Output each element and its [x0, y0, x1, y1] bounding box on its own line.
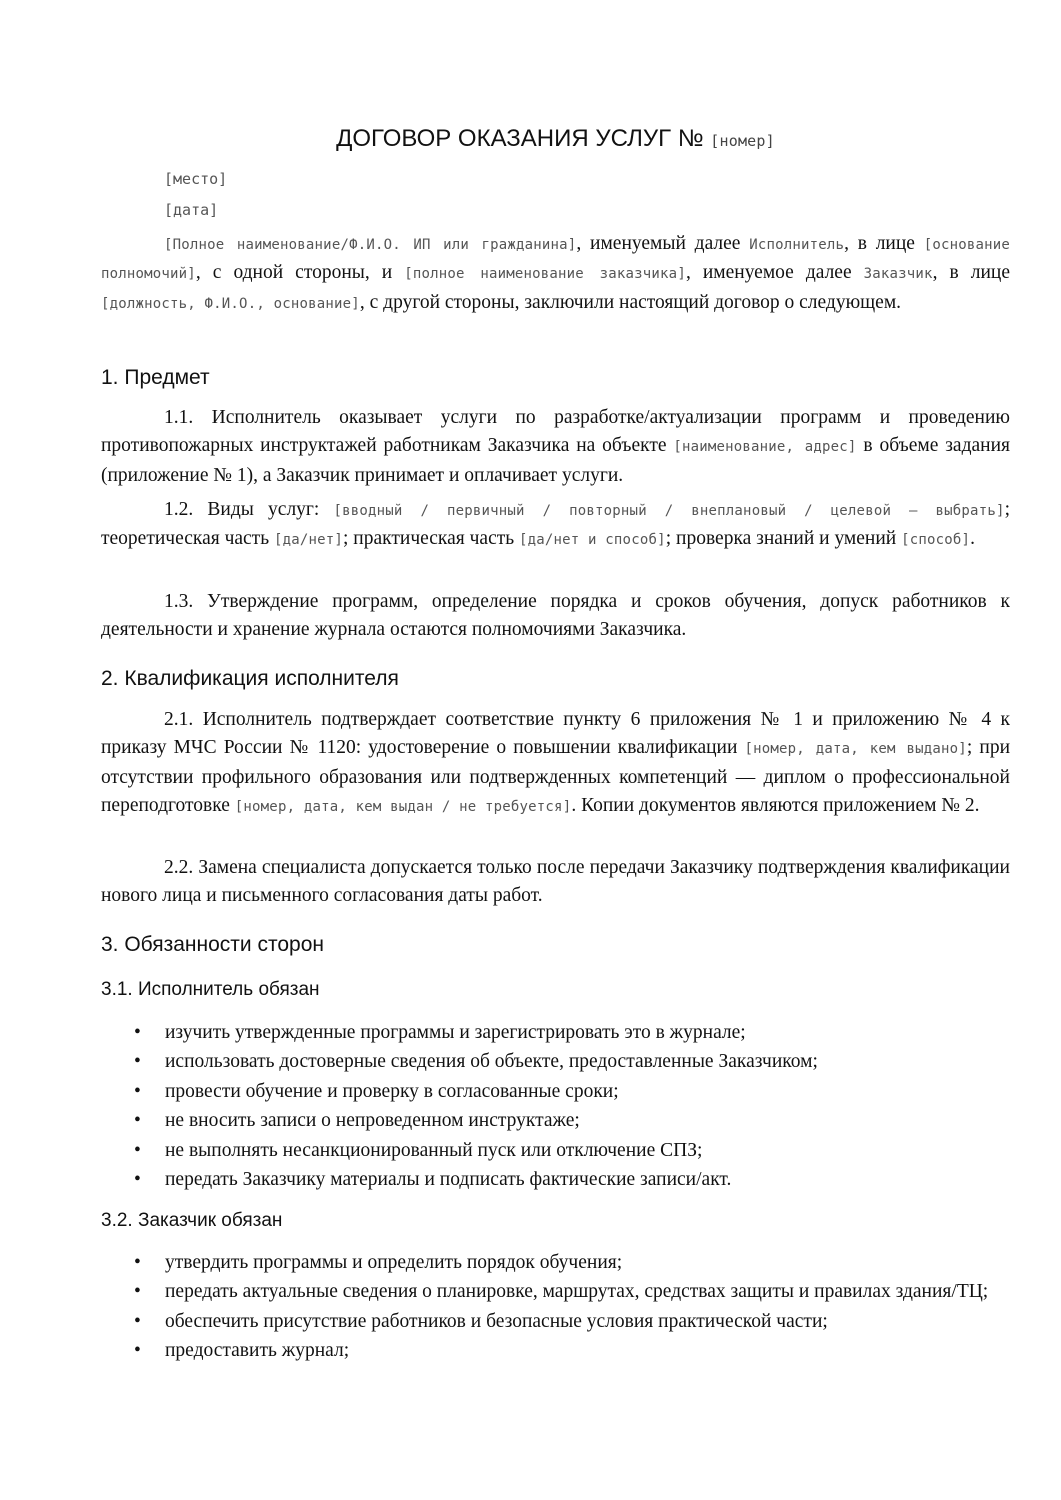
- authority-basis-placeholder: [основание полномочий]: [101, 237, 1010, 283]
- clause-1-3: 1.3. Утверждение программ, определение порядка и сроков обучения, допуск работников к деятельности и хранение журнала остаются полномочиями Заказчика.: [101, 591, 1010, 641]
- list-item-text: передать актуальные сведения о планировке, маршрутах, средствах защиты и правилах здания/ТЦ;: [165, 1281, 989, 1303]
- bullet-icon: •: [134, 1310, 141, 1332]
- section-heading-obligations: 3. Обязанности сторон: [101, 933, 325, 956]
- certificate-placeholder: [номер, дата, кем выдано]: [744, 741, 967, 758]
- clause-text: 1.2. Виды услуг:: [164, 499, 334, 520]
- section-heading-subject: 1. Предмет: [101, 366, 210, 389]
- list-item-text: обеспечить присутствие работников и безопасные условия практической части;: [165, 1310, 828, 1332]
- object-placeholder: [наименование, адрес]: [673, 439, 857, 456]
- list-item: [101, 1307, 1010, 1336]
- preamble-text: , именуемый далее: [576, 233, 750, 254]
- clause-text: 1.1. Исполнитель оказывает услуги по разработке/актуализации программ и проведению противопожарных инструктажей работникам Заказчика на объекте: [101, 407, 1010, 457]
- customer-obligations-list: [101, 1248, 1010, 1366]
- list-item: [101, 1018, 1010, 1047]
- customer-term: Заказчик: [863, 266, 933, 283]
- bullet-icon: •: [134, 1252, 141, 1273]
- bullet-icon: •: [134, 1110, 141, 1132]
- preamble-text: , именуемое далее: [685, 262, 864, 284]
- clause-2-2: 2.2. Замена специалиста допускается только после передачи Заказчику подтверждения квалификации нового лица и письменного согласования даты работ.: [101, 857, 1010, 907]
- place-placeholder: [место]: [164, 170, 228, 188]
- clause-2-1: [101, 706, 1010, 822]
- list-item-text: не вносить записи о непроведенном инструктаже;: [165, 1110, 580, 1132]
- bullet-icon: •: [134, 1051, 141, 1073]
- executor-name-placeholder: [Полное наименование/Ф.И.О. ИП или гражданина]: [164, 237, 577, 253]
- date-placeholder: [дата]: [164, 201, 219, 219]
- list-item-text: изучить утвержденные программы и зарегистрировать это в журнале;: [165, 1022, 746, 1043]
- clause-text: ; при отсутствии профильного образования или подтвержденных компетенций — диплом о профессиональной переподготовке: [101, 737, 1011, 817]
- preamble-text: , в лице: [844, 233, 924, 254]
- bullet-icon: •: [134, 1281, 141, 1303]
- bullet-icon: •: [134, 1340, 141, 1362]
- bullet-icon: •: [134, 1080, 141, 1102]
- signatory-placeholder: [должность, Ф.И.О., основание]: [101, 295, 360, 312]
- executor-term: Исполнитель: [749, 237, 845, 253]
- bullet-icon: •: [134, 1169, 141, 1191]
- preamble-text: , в лице: [932, 262, 1010, 284]
- clause-1-2: [101, 496, 1010, 555]
- list-item-text: передать Заказчику материалы и подписать фактические записи/акт.: [165, 1169, 732, 1191]
- diploma-placeholder: [номер, дата, кем выдан / не требуется]: [234, 799, 572, 816]
- list-item-text: предоставить журнал;: [165, 1340, 350, 1362]
- document-title: [101, 124, 1010, 156]
- service-types-placeholder: [вводный / первичный / повторный / внеплановый / целевой — выбрать]: [333, 503, 1005, 519]
- list-item-text: провести обучение и проверку в согласованные сроки;: [165, 1080, 619, 1102]
- subsection-heading-executor: 3.1. Исполнитель обязан: [101, 979, 320, 1000]
- list-item: [101, 1047, 1010, 1076]
- check-method-placeholder: [способ]: [901, 532, 971, 549]
- clause-text: ; практическая часть: [343, 528, 520, 550]
- theory-placeholder: [да/нет]: [273, 532, 344, 549]
- title-text: ДОГОВОР ОКАЗАНИЯ УСЛУГ №: [336, 125, 704, 152]
- list-item: [101, 1248, 1010, 1277]
- customer-name-placeholder: [полное наименование заказчика]: [404, 266, 686, 283]
- executor-obligations-list: [101, 1018, 1010, 1194]
- list-item: [101, 1136, 1010, 1165]
- list-item: [101, 1277, 1010, 1306]
- contract-number-placeholder: [номер]: [710, 132, 775, 150]
- bullet-icon: •: [134, 1022, 141, 1043]
- clause-text: в объеме задания (приложение № 1), а Заказчик принимает и оплачивает услуги.: [101, 435, 1011, 486]
- preamble-paragraph: [101, 230, 1010, 318]
- preamble-text: , с одной стороны, и: [195, 262, 405, 284]
- section-heading-qualification: 2. Квалификация исполнителя: [101, 667, 399, 690]
- list-item-text: не выполнять несанкционированный пуск или отключение СПЗ;: [165, 1139, 703, 1161]
- list-item: [101, 1106, 1010, 1135]
- clause-text: . Копии документов являются приложением № 2.: [571, 795, 980, 817]
- subsection-heading-customer: 3.2. Заказчик обязан: [101, 1210, 283, 1231]
- clause-text: 2.1. Исполнитель подтверждает соответствие пункту 6 приложения № 1 и приложению № 4 к приказу МЧС России № 1120: удостоверение о повышении квалификации: [101, 709, 1010, 759]
- clause-1-1: [101, 404, 1010, 490]
- clause-text: .: [970, 528, 976, 550]
- bullet-icon: •: [134, 1139, 141, 1161]
- clause-text: ; теоретическая часть: [101, 499, 1010, 550]
- list-item: [101, 1165, 1010, 1194]
- clause-text: ; проверка знаний и умений: [665, 528, 902, 550]
- list-item-text: утвердить программы и определить порядок обучения;: [165, 1252, 623, 1273]
- preamble-text: , с другой стороны, заключили настоящий договор о следующем.: [359, 291, 902, 313]
- list-item-text: использовать достоверные сведения об объекте, предоставленные Заказчиком;: [165, 1051, 818, 1073]
- practice-placeholder: [да/нет и способ]: [519, 532, 666, 549]
- list-item: [101, 1077, 1010, 1106]
- list-item: [101, 1336, 1010, 1365]
